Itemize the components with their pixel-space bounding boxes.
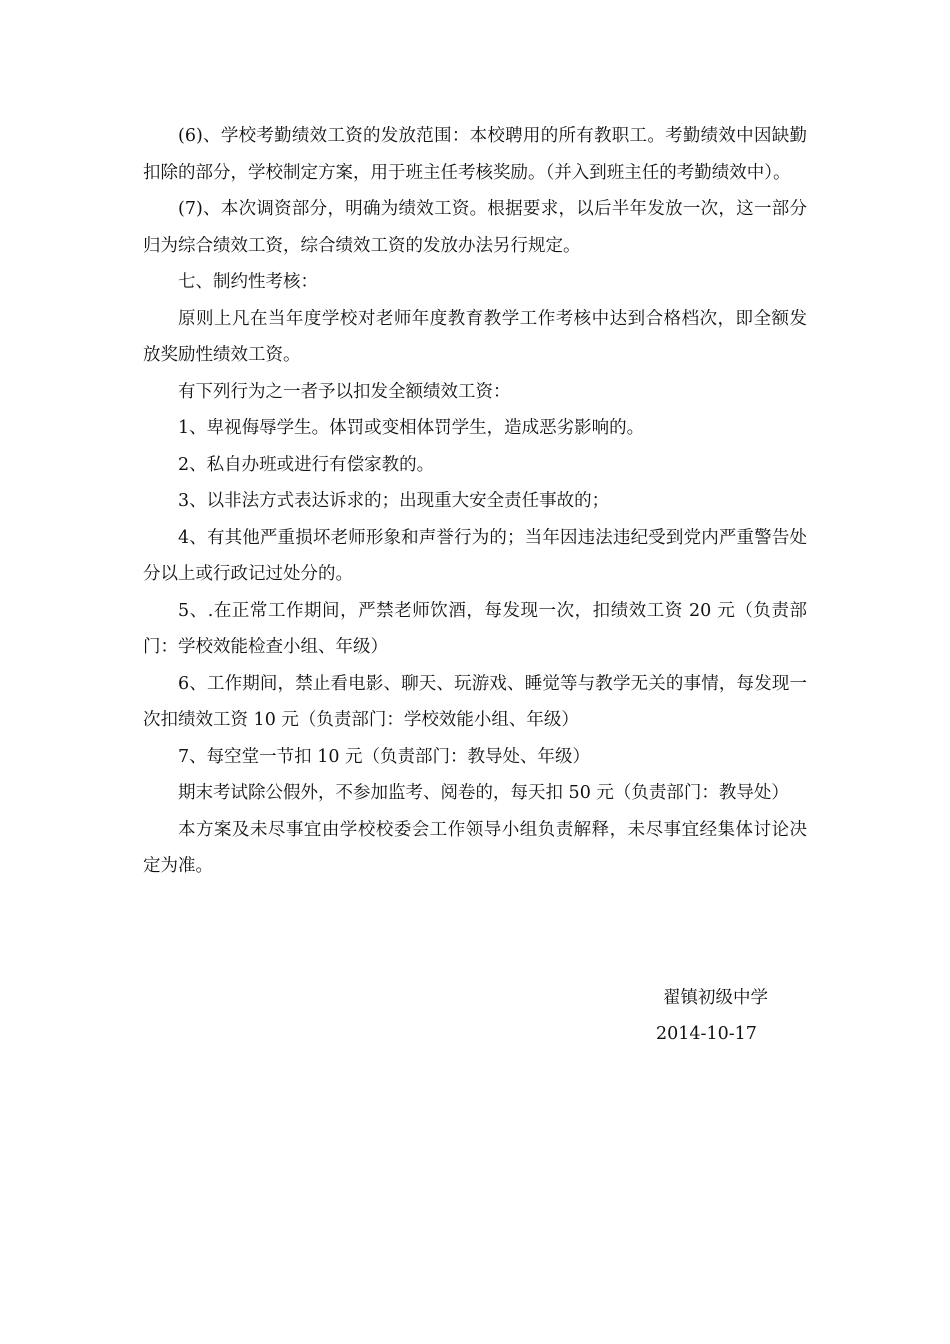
- signature-date: 2014-10-17: [656, 1024, 757, 1044]
- list-item-rule-7: 7、每空堂一节扣 10 元（负责部门：教导处、年级）: [178, 746, 591, 767]
- paragraph-principle: 原则上凡在当年度学校对老师年度教育教学工作考核中达到合格档次，即全额发放奖励性绩效工资。: [143, 308, 807, 365]
- list-item-rule-3: 3、以非法方式表达诉求的；出现重大安全责任事故的；: [178, 491, 610, 511]
- list-item-rule-5: 5、.在正常工作期间，严禁老师饮酒，每发现一次，扣绩效工资 20 元（负责部门：学校效能检查小组、年级）: [143, 600, 807, 657]
- paragraph-interpretation: 本方案及未尽事宜由学校校委会工作领导小组负责解释，未尽事宜经集体讨论决定为准。: [143, 819, 807, 876]
- paragraph-item-6-scope: (6)、学校考勤绩效工资的发放范围：本校聘用的所有教职工。考勤绩效中因缺勤扣除的部分，学校制定方案，用于班主任考核奖励。（并入到班主任的考勤绩效中）。: [143, 126, 807, 183]
- list-item-rule-4: 4、有其他严重损坏老师形象和声誉行为的；当年因违法违纪受到党内严重警告处分以上或行政记过处分的。: [143, 527, 807, 584]
- document-body: [143, 118, 807, 885]
- list-item-rule-2: 2、私自办班或进行有偿家教的。: [178, 454, 435, 475]
- list-item-rule-1: 1、卑视侮辱学生。体罚或变相体罚学生，造成恶劣影响的。: [178, 418, 645, 438]
- paragraph-item-7-adjustment: (7)、本次调资部分，明确为绩效工资。根据要求，以后半年发放一次，这一部分归为综合绩效工资，综合绩效工资的发放办法另行规定。: [143, 199, 807, 256]
- paragraph-exam-rule: 期末考试除公假外，不参加监考、阅卷的，每天扣 50 元（负责部门：教导处）: [178, 783, 789, 803]
- list-item-rule-6: 6、工作期间，禁止看电影、聊天、玩游戏、睡觉等与教学无关的事情，每发现一次扣绩效工资 10 元（负责部门：学校效能小组、年级）: [143, 673, 807, 730]
- section-heading-restrictive-assessment: 七、制约性考核：: [178, 272, 318, 292]
- signature-organization: 翟镇初级中学: [663, 988, 768, 1008]
- paragraph-deduction-intro: 有下列行为之一者予以扣发全额绩效工资：: [178, 381, 511, 402]
